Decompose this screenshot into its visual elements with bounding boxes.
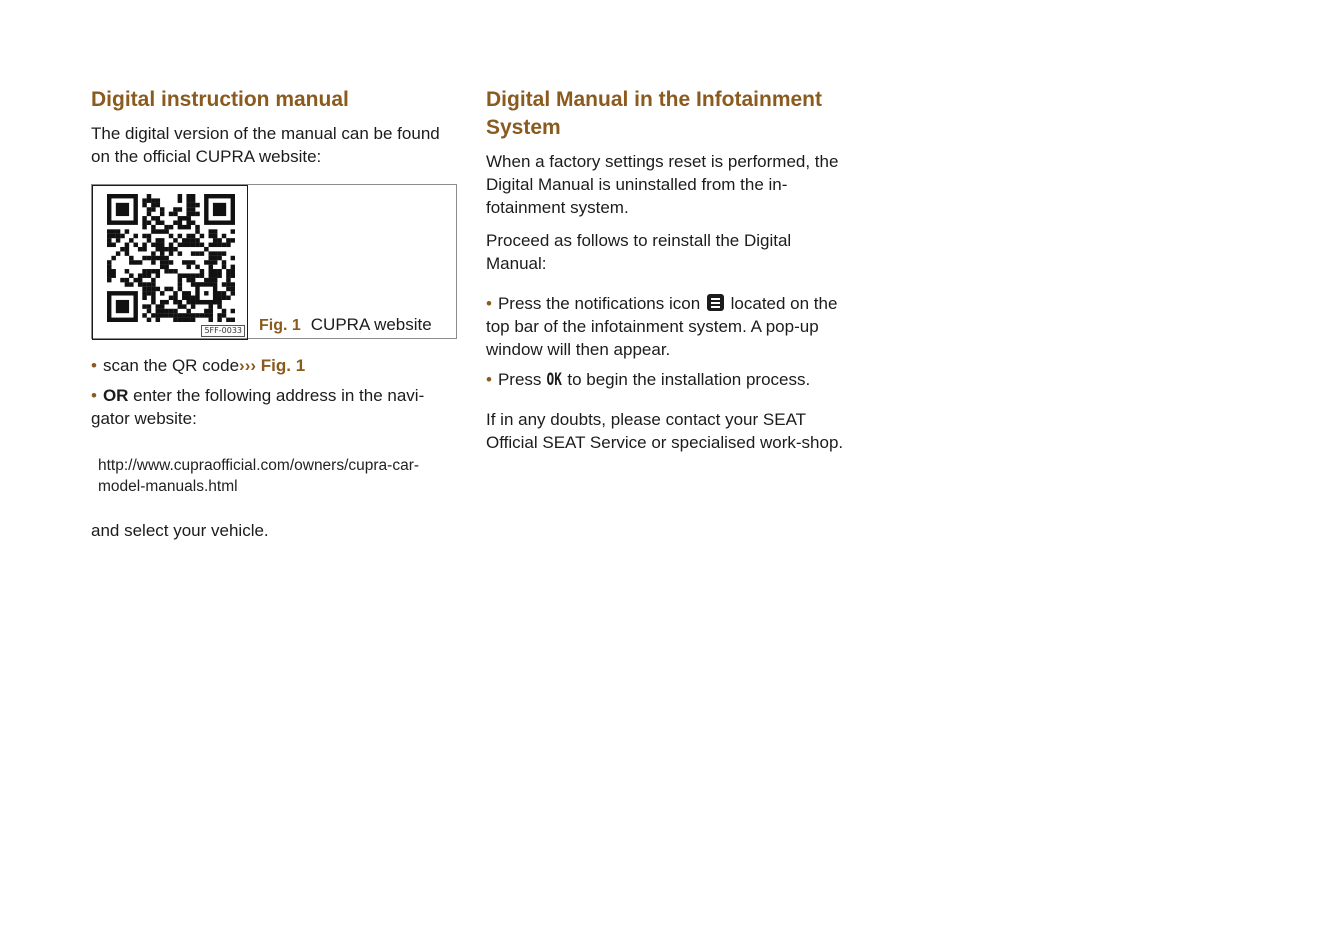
bullet-dot: • [486,370,492,389]
qr-code[interactable] [92,185,248,340]
proceed-paragraph: Proceed as follows to reinstall the Digital Manual: [486,231,792,273]
select-vehicle-text: and select your vehicle. [91,521,269,540]
figure-reference-arrows: ››› [239,356,257,375]
bullet-address-text: enter the following address in the navi-gator website: [91,386,425,428]
figure-number: Fig. 1 [259,317,301,334]
bullet-dot: • [486,294,492,313]
bullet-press-notifications [486,292,856,361]
manual-url[interactable]: http://www.cupraofficial.com/owners/cupra-car-model-manuals.html [98,457,420,495]
bullet-enter-address [91,384,459,430]
heading-digital-instruction-manual: Digital instruction manual [91,88,349,111]
bullet-scan-qr [91,354,459,377]
left-column [91,86,459,542]
figure-code: 5FF-0033 [201,325,245,337]
ok-key: OK [546,370,563,390]
bullet-scan-text: scan the QR code [102,356,240,375]
bullet-press-ok [486,368,856,392]
begin-installation-text: to begin the installation process. [562,370,811,389]
qr-code-image [107,194,235,322]
figure-caption-text: CUPRA website [310,315,432,334]
notifications-icon [707,294,724,311]
intro-paragraph: The digital version of the manual can be found on the official CUPRA website: [91,124,440,166]
bullet-dot: • [91,386,97,405]
heading-digital-manual-infotainment: Digital Manual in the Infotainment System [486,88,822,139]
figure-caption [259,315,432,336]
located-text: located on the top bar of the infotainment system. A pop-up window will then appear. [486,294,838,359]
contact-paragraph: If in any doubts, please contact your SEAT Official SEAT Service or specialised work-shop. [486,410,844,452]
press-notifications-text: Press the notifications icon [497,294,701,313]
press-text: Press [497,370,547,389]
bullet-or-label: OR [102,386,129,405]
figure-reference-link[interactable]: Fig. 1 [260,356,306,375]
reset-paragraph: When a factory settings reset is performed, the Digital Manual is uninstalled from the in-fotainment system. [486,152,839,217]
right-column [486,86,856,454]
figure-1 [91,184,457,339]
bullet-dot: • [91,356,97,375]
